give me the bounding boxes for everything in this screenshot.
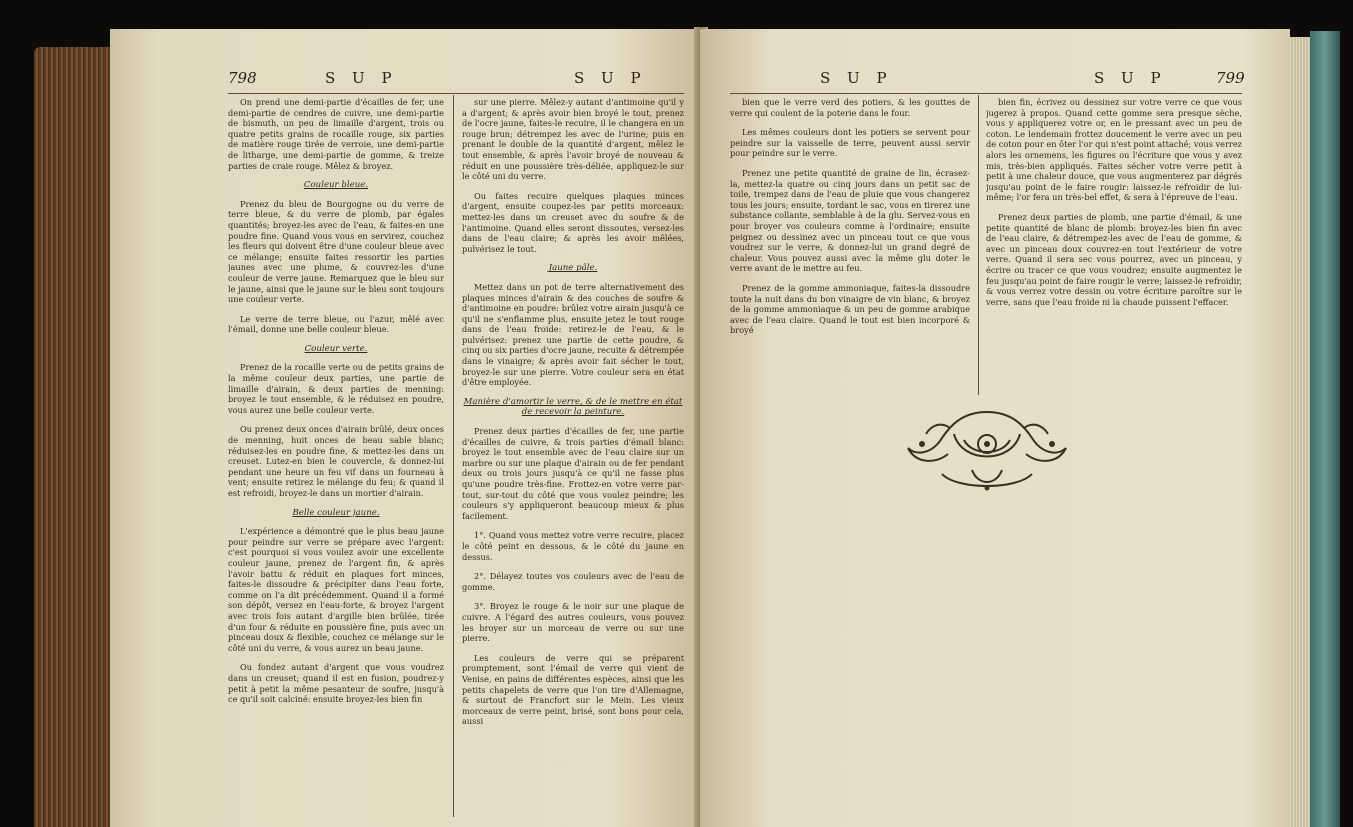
- running-head-left-1: S U P: [325, 69, 398, 87]
- left-col1-heading: Belle couleur jaune.: [292, 507, 380, 518]
- ornament-vignette: [902, 404, 1072, 494]
- column-rule-right: [978, 95, 979, 395]
- left-col2-paragraph: 1°. Quand vous mettez votre verre recuire, placez le côté peint en dessous, & le côté du jaune en dessus.: [462, 530, 684, 562]
- left-column-2: [462, 97, 684, 817]
- left-col2-paragraph: 2°. Délayez toutes vos couleurs avec de l'eau de gomme.: [462, 571, 684, 592]
- page-number-right: 799: [1216, 69, 1245, 87]
- left-col1-paragraph: L'expérience a démontré que le plus beau jaune pour peindre sur verre se prépare avec l'argent: c'est pourquoi si vous voulez avoir une excellente couleur jaune, prenez de l'argent fin, & après l'avoir battu & réduit en plaques fort minces, faites-le dissoudre & précipiter dans l'eau forte, comme on l'a dit précédemment. Quand il a formé son dépôt, versez en l'eau-forte, & broyez l'argent avec trois fois autant d'argille bien brûlée, tirée d'un four & réduite en poussière fine, puis avec un pinceau doux & flexible, couchez ce mélange sur le côté uni du verre, & vous aurez un beau jaune.: [228, 526, 444, 653]
- left-col2-paragraph: Ou faites recuire quelques plaques minces d'argent, ensuite coupez-les par petits morceaux: mettez-les dans un creuset avec du soufre & de l'antimoine. Quand elles seront dissoutes, versez-les dans de l'eau claire; & après les avoir mêlées, pulvérisez le tout.: [462, 190, 684, 254]
- right-col2-paragraph: bien fin, écrivez ou dessinez sur votre verre ce que vous jugerez à propos. Quand cette gomme sera presque sèche, vous y appliquerez votre or, en le pressant avec un peu de coton. Le lendemain frottez doucement le verre avec un peu de coton pour en ôter l'or qui n'est point attaché; vous verrez alors les ornemens, les figures ou l'écriture que vous y avez mis, très-bien appliqués. Faites sécher votre verre petit à petit à une chaleur douce, que vous augmenterez par dégrés jusqu'au point de le faire rougir: laissez-le refroidir de lui-même; l'or fera un très-bel effet, & sera à l'épreuve de l'eau.: [986, 97, 1242, 203]
- left-col2-heading: Jaune pâle.: [548, 263, 598, 274]
- left-page: [110, 29, 700, 827]
- running-head-right-1: S U P: [820, 69, 893, 87]
- running-head-right-2: S U P: [1094, 69, 1167, 87]
- book-cover-right: [1310, 31, 1340, 827]
- left-col2-paragraph: Mettez dans un pot de terre alternativement des plaques minces d'airain & des couches de soufre & d'antimoine en poudre: brûlez votre airain jusqu'à ce qu'il ne s'enflamme plus, ensuite jetez le tout rouge dans de l'eau froide: retirez-le de l'eau, & le pulvérisez: prenez une partie de cette poudre, & cinq ou six parties d'ocre jaune, recuite & détrempée dans le vinaigre; & après avoir fait sécher le tout, broyez-le sur une pierre. Votre couleur sera en état d'être employée.: [462, 281, 684, 388]
- left-col1-paragraph: Ou fondez autant d'argent que vous voudrez dans un creuset; quand il est en fusion, poudrez-y petit à petit la même pesanteur de soufre, jusqu'à ce qu'il soit calciné: ensuite broyez-les bien fin: [228, 662, 444, 705]
- column-rule-left: [453, 95, 454, 817]
- right-col1-paragraph: Prenez de la gomme ammoniaque, faites-la dissoudre toute la nuit dans du bon vinaigre de vin blanc, & broyez de la gomme ammoniaque & un peu de gomme arabique avec de l'eau claire. Quand le tout est bien incorporé & broyé: [730, 282, 970, 336]
- left-col1-paragraph: Le verre de terre bleue, ou l'azur, mêlé avec l'émail, donne une belle couleur bleue.: [228, 313, 444, 335]
- running-head-left-2: S U P: [574, 69, 647, 87]
- right-col2-paragraph: Prenez deux parties de plomb, une partie d'émail, & une petite quantité de blanc de plomb: broyez-les bien fin avec de l'eau claire, & détrempez-les avec de l'eau de gomme, & avec un pinceau doux couvrez-en tout l'extérieur de votre verre. Quand il sera sec vous pourrez, avec un pinceau, y écrire ou tracer ce que vous voudrez; ensuite augmentez le feu jusqu'au point de faire rougir le verre; laissez-le refroidir, & vous verrez votre dessin ou votre écriture paroître sur le verre, sans que l'eau froide ni la chaude puissent l'effacer.: [986, 211, 1242, 307]
- left-col2-paragraph: 3°. Broyez le rouge & le noir sur une plaque de cuivre. A l'égard des autres couleurs, vous pouvez les broyer sur un morceau de verre ou sur une pierre.: [462, 601, 684, 644]
- left-col1-heading: Couleur verte.: [304, 343, 368, 354]
- page-number-left: 798: [228, 69, 257, 87]
- right-column-2: [986, 97, 1242, 407]
- right-col1-paragraph: Les mêmes couleurs dont les potiers se servent pour peindre sur la vaisselle de terre, peuvent aussi servir pour peindre sur le verre.: [730, 127, 970, 159]
- left-col2-paragraph: Les couleurs de verre qui se préparent promptement, sont l'émail de verre qui vient de Venise, en pains de différentes espèces, ainsi que les petits chapelets de verre que l'on tire d'Allemagne, & surtout de Francfort sur le Mein. Les vieux morceaux de verre peint, brisé, sont bons pour cela, aussi: [462, 652, 684, 727]
- header-rule-right: [730, 93, 1242, 94]
- open-book: [34, 27, 1340, 827]
- left-col1-paragraph: Prenez du bleu de Bourgogne ou du verre de terre bleue, & du verre de plomb, par égales quantités; broyez-les avec de l'eau, & faites-en une poudre fine. Quand vous vous en servirez, couchez les fleurs qui doivent être d'une couleur bleue avec ce mélange; ensuite faites ressortir les parties jaunes avec une plume, & couvrez-les d'une couleur de verre jaune. Remarquez que le bleu sur le jaune, ainsi que le jaune sur le bleu sont toujours une couleur verte.: [228, 198, 444, 305]
- left-col1-heading: Couleur bleue.: [303, 180, 369, 191]
- right-col1-paragraph: Prenez une petite quantité de graine de lin, écrasez-la, mettez-la quatre ou cinq jours dans un petit sac de toile, trempez dans de l'eau de pluie que vous changerez tous les jours; ensuite, tordant le sac, vous en tirerez une substance collante, semblable à de la glu. Servez-vous en pour broyer vos couleurs comme à l'ordinaire; ensuite peignez ou dessinez avec un pinceau tout ce que vous voudrez sur le verre, & donnez-lui un grand degré de chaleur. Vous pouvez aussi avec la même glu doter le verre avant de le mettre au feu.: [730, 167, 970, 274]
- left-col2-heading: Manière d'amortir le verre, & de le mettre en état de recevoir la peinture.: [463, 396, 683, 418]
- header-rule-left: [228, 93, 684, 94]
- left-col1-paragraph: Ou prenez deux onces d'airain brûlé, deux onces de menning, huit onces de beau sable blanc; réduisez-les en poudre fine, & mettez-les dans un creuset. Lutez-en bien le couvercle, & donnez-lui pendant une heure un feu vif dans un fourneau à vent; ensuite retirez le mélange du feu; & quand il est refroidi, broyez-le dans un mortier d'airain.: [228, 424, 444, 498]
- left-column-1: [228, 97, 444, 817]
- right-page: [700, 29, 1290, 827]
- left-col2-paragraph: Prenez deux parties d'écailles de fer, une partie d'écailles de cuivre, & trois parties d'émail blanc: broyez le tout ensemble avec de l'eau claire sur un marbre ou sur une plaque d'airain ou de fer pendant deux ou trois jours jusqu'à ce qu'il ne fasse plus qu'une poudre très-fine. Frottez-en votre verre par-tout, sur-tout du côté que vous voulez peindre; les couleurs s'y appliqueront beaucoup mieux & plus facilement.: [462, 426, 684, 521]
- left-col1-paragraph: Prenez de la rocaille verte ou de petits grains de la même couleur deux parties, une partie de limaille d'airain, & deux parties de menning: broyez le tout ensemble, & le réduisez en poudre, vous aurez une belle couleur verte.: [228, 362, 444, 415]
- left-col2-paragraph: sur une pierre. Mêlez-y autant d'antimoine qu'il y a d'argent; & après avoir bien broyé le tout, prenez de l'ocre jaune, faites-le recuire, il le changera en un rouge brun; détrempez les avec de l'urine; puis en prenant le double de la quantité d'argent, mêlez le tout ensemble, & après l'avoir broyé de nouveau & réduit en une poussière très-déliée, appliquez-le sur le côté uni du verre.: [462, 97, 684, 182]
- right-column-1: [730, 97, 970, 417]
- right-col1-paragraph: bien que le verre verd des potiers, & les gouttes de verre qui coulent de la poterie dans le four.: [730, 97, 970, 118]
- left-col1-paragraph: On prend une demi-partie d'écailles de fer, une demi-partie de cendres de cuivre, une demi-partie de bismuth, un peu de limaille d'argent, trois ou quatre petits grains de rocaille rouge, six parties de matière rouge tirée de verroie, une demi-partie de litharge, une demi-partie de gomme, & treize parties de craie rouge. Mêlez & broyez.: [228, 97, 444, 171]
